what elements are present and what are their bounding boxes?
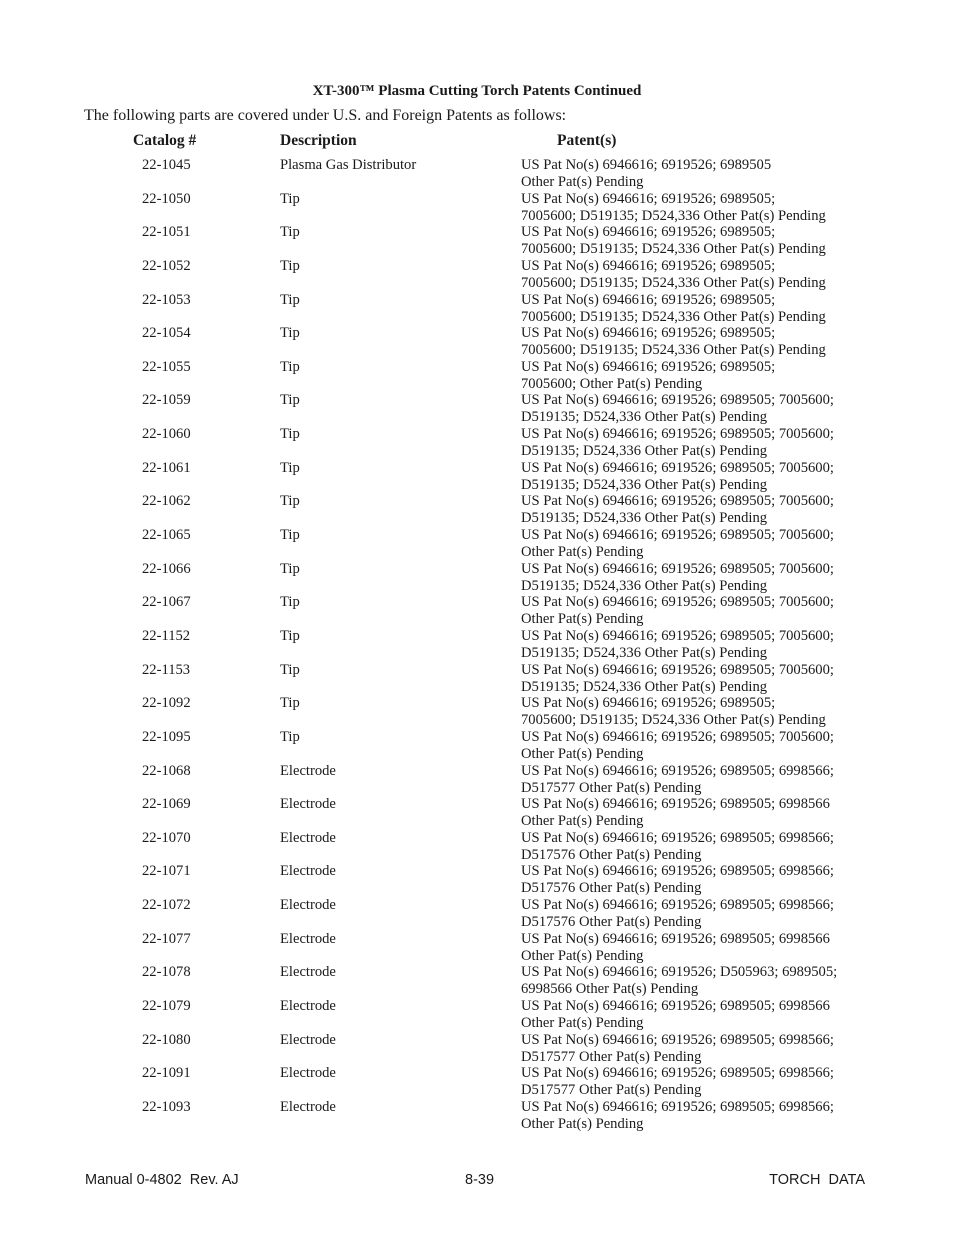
catalog-number: 22-1070: [142, 829, 191, 846]
table-row: [0, 594, 954, 628]
catalog-number: 22-1068: [142, 762, 191, 779]
patent-line: D519135; D524,336 Other Pat(s) Pending: [521, 577, 768, 594]
part-description: Tip: [280, 594, 300, 611]
catalog-number: 22-1055: [142, 358, 191, 375]
part-description: Electrode: [280, 863, 336, 880]
patent-line: D517577 Other Pat(s) Pending: [521, 1082, 702, 1099]
patent-numbers: [521, 897, 851, 931]
catalog-number: 22-1153: [142, 661, 191, 678]
part-description: Electrode: [280, 930, 336, 947]
catalog-number: 22-1079: [142, 998, 191, 1015]
patent-numbers: [521, 527, 851, 561]
catalog-number: 22-1054: [142, 325, 191, 342]
catalog-number: 22-1066: [142, 560, 191, 577]
part-description: Tip: [280, 459, 300, 476]
catalog-number: 22-1092: [142, 695, 191, 712]
patent-numbers: [521, 359, 851, 393]
patent-numbers: [521, 628, 851, 662]
patent-line: D519135; D524,336 Other Pat(s) Pending: [521, 476, 768, 493]
patent-numbers: [521, 258, 851, 292]
patent-line: US Pat No(s) 6946616; 6919526; 6989505; 7005600;: [521, 493, 834, 510]
patent-line: D519135; D524,336 Other Pat(s) Pending: [521, 510, 768, 527]
footer-section-name: TORCH DATA: [769, 1172, 865, 1188]
part-description: Electrode: [280, 1031, 336, 1048]
patent-line: US Pat No(s) 6946616; 6919526; 6989505;: [521, 190, 776, 207]
patent-line: US Pat No(s) 6946616; 6919526; 6989505; 7005600;: [521, 527, 834, 544]
part-description: Tip: [280, 358, 300, 375]
patent-line: 7005600; D519135; D524,336 Other Pat(s) Pending: [521, 712, 826, 729]
catalog-number: 22-1093: [142, 1098, 191, 1115]
patent-line: 7005600; Other Pat(s) Pending: [521, 375, 703, 392]
table-row: [0, 662, 954, 696]
part-description: Tip: [280, 224, 300, 241]
table-row: [0, 729, 954, 763]
catalog-number: 22-1077: [142, 930, 191, 947]
patent-line: Other Pat(s) Pending: [521, 544, 644, 561]
patent-line: US Pat No(s) 6946616; 6919526; 6989505;: [521, 291, 776, 308]
patent-numbers: [521, 931, 851, 965]
patent-line: US Pat No(s) 6946616; 6919526; 6989505; 6998566;: [521, 762, 834, 779]
catalog-number: 22-1067: [142, 594, 191, 611]
patent-numbers: [521, 796, 851, 830]
patents-column-header: Patent(s): [557, 132, 617, 149]
patent-line: US Pat No(s) 6946616; 6919526; 6989505: [521, 157, 772, 173]
patent-line: US Pat No(s) 6946616; 6919526; 6989505;: [521, 358, 776, 375]
patent-line: US Pat No(s) 6946616; 6919526; 6989505; 7005600;: [521, 728, 834, 745]
table-row: [0, 392, 954, 426]
footer-manual-number: Manual 0-4802 Rev. AJ: [85, 1172, 239, 1188]
table-row: [0, 493, 954, 527]
patent-numbers: [521, 729, 851, 763]
patent-line: D519135; D524,336 Other Pat(s) Pending: [521, 409, 768, 426]
table-row: [0, 460, 954, 494]
catalog-number: 22-1060: [142, 426, 191, 443]
table-row: [0, 359, 954, 393]
patent-line: US Pat No(s) 6946616; 6919526; 6989505; 6998566;: [521, 1031, 834, 1048]
part-description: Electrode: [280, 762, 336, 779]
table-row: [0, 1032, 954, 1066]
catalog-number: 22-1051: [142, 224, 191, 241]
patent-line: 7005600; D519135; D524,336 Other Pat(s) Pending: [521, 308, 826, 325]
table-row: [0, 830, 954, 864]
patent-line: D519135; D524,336 Other Pat(s) Pending: [521, 678, 768, 695]
patent-line: US Pat No(s) 6946616; 6919526; 6989505; 6998566;: [521, 829, 834, 846]
catalog-number: 22-1053: [142, 291, 191, 308]
part-description: Tip: [280, 291, 300, 308]
patent-line: US Pat No(s) 6946616; 6919526; 6989505; 6998566;: [521, 1098, 834, 1115]
catalog-number: 22-1091: [142, 1065, 191, 1082]
part-description: Electrode: [280, 897, 336, 914]
patent-numbers: [521, 998, 851, 1032]
patent-numbers: [521, 1065, 851, 1099]
patent-line: 7005600; D519135; D524,336 Other Pat(s) Pending: [521, 207, 826, 224]
catalog-column-header: Catalog #: [133, 132, 197, 149]
table-row: [0, 325, 954, 359]
patent-numbers: [521, 763, 851, 797]
part-description: Tip: [280, 527, 300, 544]
patent-numbers: [521, 191, 851, 225]
patent-numbers: [521, 695, 851, 729]
page-title: XT-300™ Plasma Cutting Torch Patents Continued: [312, 83, 642, 99]
part-description: Electrode: [280, 829, 336, 846]
table-row: [0, 157, 954, 191]
patent-line: US Pat No(s) 6946616; 6919526; 6989505; 6998566: [521, 998, 830, 1015]
patent-line: US Pat No(s) 6946616; 6919526; 6989505; 7005600;: [521, 627, 834, 644]
table-row: [0, 964, 954, 998]
patent-line: US Pat No(s) 6946616; 6919526; 6989505;: [521, 257, 776, 274]
table-row: [0, 292, 954, 326]
part-description: Tip: [280, 560, 300, 577]
table-row: [0, 258, 954, 292]
table-row: [0, 1099, 954, 1133]
part-description: Electrode: [280, 1065, 336, 1082]
table-row: [0, 527, 954, 561]
description-column-header: Description: [280, 132, 357, 149]
patent-line: D517576 Other Pat(s) Pending: [521, 880, 702, 897]
patent-line: Other Pat(s) Pending: [521, 947, 644, 964]
patent-line: US Pat No(s) 6946616; 6919526; 6989505; 7005600;: [521, 594, 834, 611]
catalog-number: 22-1062: [142, 493, 191, 510]
catalog-number: 22-1080: [142, 1031, 191, 1048]
part-description: Tip: [280, 257, 300, 274]
catalog-number: 22-1061: [142, 459, 191, 476]
part-description: Tip: [280, 325, 300, 342]
patent-line: Other Pat(s) Pending: [521, 1115, 644, 1132]
catalog-number: 22-1152: [142, 627, 191, 644]
patent-line: Other Pat(s) Pending: [521, 174, 644, 190]
table-row: [0, 897, 954, 931]
catalog-number: 22-1071: [142, 863, 191, 880]
patent-table: [0, 157, 954, 1133]
patent-line: US Pat No(s) 6946616; 6919526; 6989505; 7005600;: [521, 560, 834, 577]
patent-numbers: [521, 1099, 851, 1133]
patent-numbers: [521, 863, 851, 897]
part-description: Tip: [280, 695, 300, 712]
patent-line: US Pat No(s) 6946616; 6919526; 6989505; 7005600;: [521, 661, 834, 678]
table-row: [0, 796, 954, 830]
patent-line: 7005600; D519135; D524,336 Other Pat(s) Pending: [521, 342, 826, 359]
patent-numbers: [521, 224, 851, 258]
patent-line: US Pat No(s) 6946616; 6919526; 6989505; 6998566: [521, 930, 830, 947]
catalog-number: 22-1052: [142, 257, 191, 274]
part-description: Tip: [280, 493, 300, 510]
catalog-number: 22-1065: [142, 527, 191, 544]
patent-numbers: [521, 830, 851, 864]
part-description: Tip: [280, 190, 300, 207]
patent-numbers: [521, 662, 851, 696]
patent-line: 6998566 Other Pat(s) Pending: [521, 981, 699, 998]
patent-numbers: [521, 325, 851, 359]
patent-line: US Pat No(s) 6946616; 6919526; 6989505;: [521, 224, 776, 241]
part-description: Electrode: [280, 998, 336, 1015]
table-row: [0, 426, 954, 460]
table-row: [0, 695, 954, 729]
catalog-number: 22-1050: [142, 190, 191, 207]
patent-line: US Pat No(s) 6946616; 6919526; 6989505; 7005600;: [521, 392, 834, 409]
patent-line: US Pat No(s) 6946616; 6919526; 6989505; 6998566;: [521, 897, 834, 914]
patent-line: Other Pat(s) Pending: [521, 745, 644, 762]
patent-line: D517576 Other Pat(s) Pending: [521, 846, 702, 863]
catalog-number: 22-1069: [142, 796, 191, 813]
catalog-number: 22-1045: [142, 157, 191, 173]
patent-line: US Pat No(s) 6946616; 6919526; 6989505; 6998566: [521, 796, 830, 813]
table-row: [0, 561, 954, 595]
catalog-number: 22-1095: [142, 728, 191, 745]
patent-numbers: [521, 964, 851, 998]
patent-numbers: [521, 594, 851, 628]
patent-numbers: [521, 493, 851, 527]
part-description: Tip: [280, 627, 300, 644]
part-description: Tip: [280, 728, 300, 745]
patent-numbers: [521, 1032, 851, 1066]
footer-page-number: 8-39: [465, 1172, 495, 1188]
part-description: Plasma Gas Distributor: [280, 157, 417, 173]
patent-line: D517576 Other Pat(s) Pending: [521, 914, 702, 931]
patent-line: Other Pat(s) Pending: [521, 813, 644, 830]
table-row: [0, 191, 954, 225]
patent-line: D519135; D524,336 Other Pat(s) Pending: [521, 644, 768, 661]
part-description: Electrode: [280, 964, 336, 981]
patent-numbers: [521, 292, 851, 326]
table-row: [0, 998, 954, 1032]
table-row: [0, 863, 954, 897]
patent-numbers: [521, 157, 851, 191]
patent-line: 7005600; D519135; D524,336 Other Pat(s) Pending: [521, 274, 826, 291]
table-row: [0, 628, 954, 662]
catalog-number: 22-1059: [142, 392, 191, 409]
patent-line: D519135; D524,336 Other Pat(s) Pending: [521, 443, 768, 460]
patent-line: US Pat No(s) 6946616; 6919526; D505963; 6989505;: [521, 964, 838, 981]
table-row: [0, 763, 954, 797]
patent-numbers: [521, 460, 851, 494]
patent-line: D517577 Other Pat(s) Pending: [521, 1048, 702, 1065]
part-description: Tip: [280, 661, 300, 678]
table-row: [0, 1065, 954, 1099]
patent-line: US Pat No(s) 6946616; 6919526; 6989505;: [521, 695, 776, 712]
patent-line: Other Pat(s) Pending: [521, 611, 644, 628]
part-description: Electrode: [280, 1098, 336, 1115]
catalog-number: 22-1078: [142, 964, 191, 981]
intro-text: The following parts are covered under U.S. and Foreign Patents as follows:: [84, 107, 567, 124]
part-description: Electrode: [280, 796, 336, 813]
patent-line: US Pat No(s) 6946616; 6919526; 6989505; 7005600;: [521, 426, 834, 443]
table-row: [0, 931, 954, 965]
patent-line: US Pat No(s) 6946616; 6919526; 6989505; 7005600;: [521, 459, 834, 476]
patent-numbers: [521, 392, 851, 426]
part-description: Tip: [280, 392, 300, 409]
table-row: [0, 224, 954, 258]
catalog-number: 22-1072: [142, 897, 191, 914]
patent-line: Other Pat(s) Pending: [521, 1015, 644, 1032]
part-description: Tip: [280, 426, 300, 443]
patent-line: 7005600; D519135; D524,336 Other Pat(s) Pending: [521, 241, 826, 258]
patent-numbers: [521, 561, 851, 595]
patent-line: US Pat No(s) 6946616; 6919526; 6989505;: [521, 325, 776, 342]
patent-line: US Pat No(s) 6946616; 6919526; 6989505; 6998566;: [521, 1065, 834, 1082]
patent-line: US Pat No(s) 6946616; 6919526; 6989505; 6998566;: [521, 863, 834, 880]
patent-numbers: [521, 426, 851, 460]
patent-line: D517577 Other Pat(s) Pending: [521, 779, 702, 796]
